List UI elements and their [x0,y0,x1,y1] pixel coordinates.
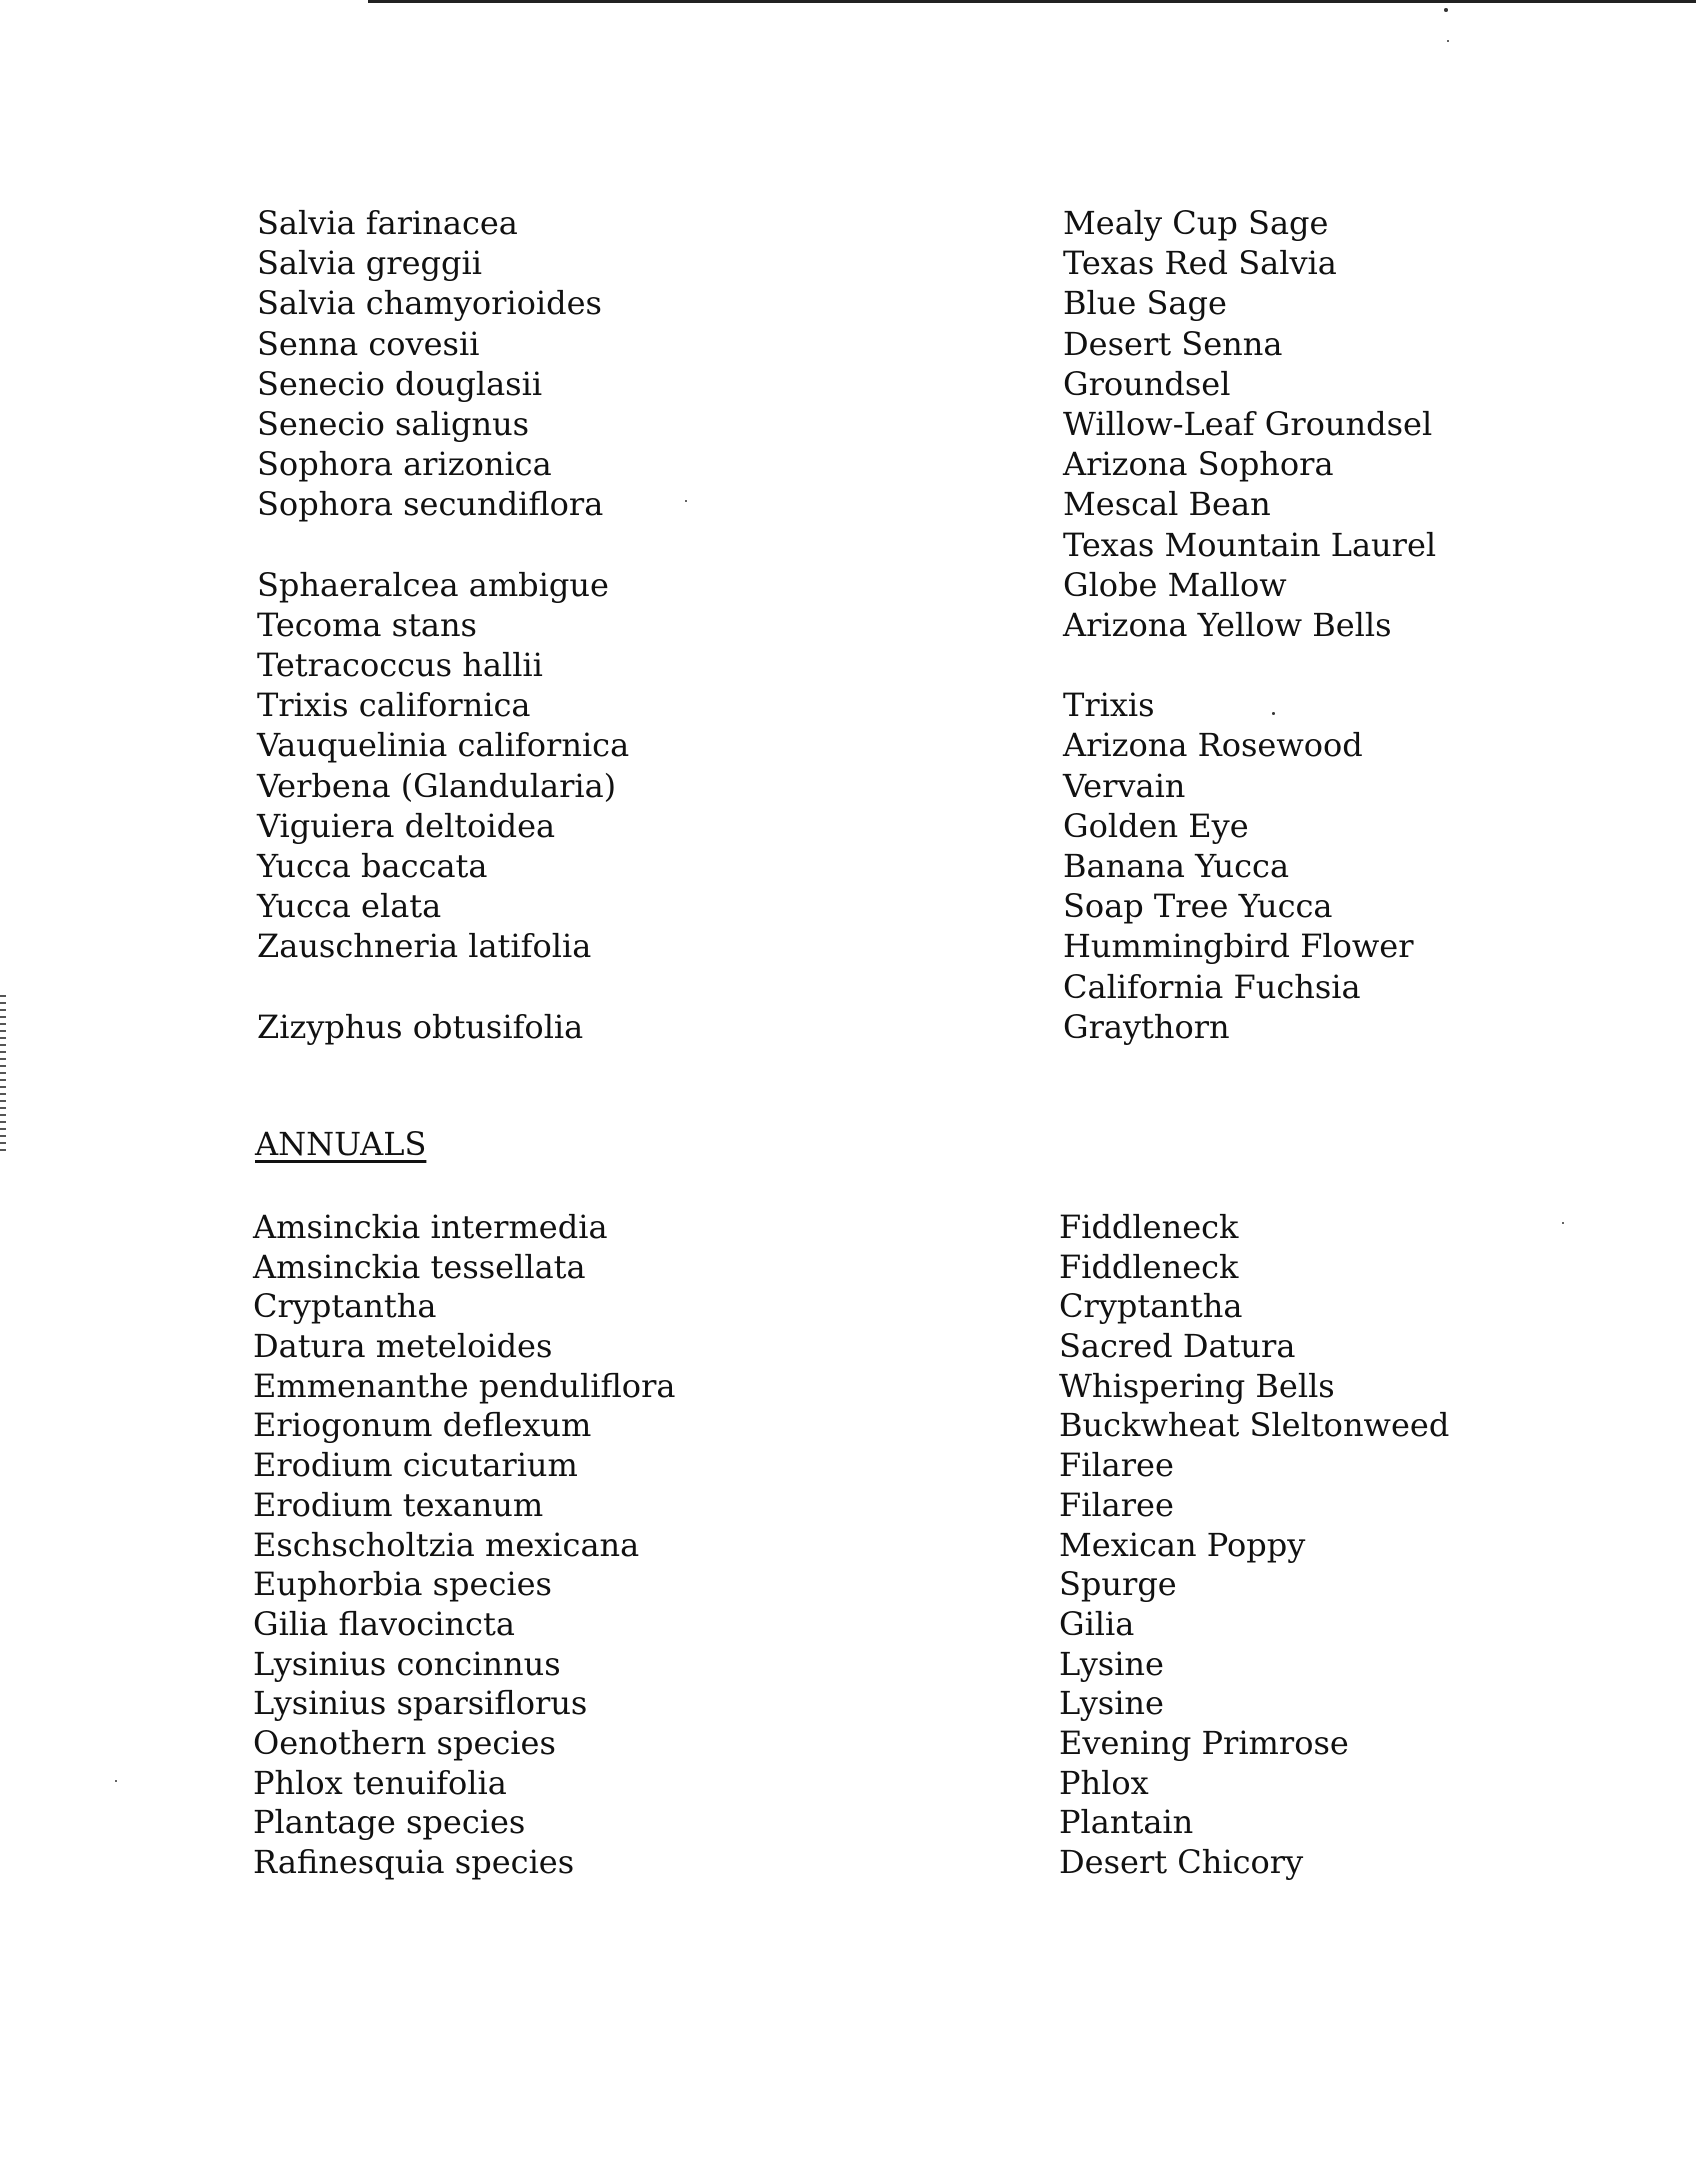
scan-speck [1447,40,1449,42]
scientific-name: Tecoma stans [257,605,477,644]
scientific-name: Senecio salignus [257,404,530,443]
common-name: Graythorn [1063,1007,1230,1046]
scientific-name: Emmenanthe penduliflora [253,1366,676,1405]
common-name: Trixis [1063,686,1155,725]
common-name: Lysine [1059,1644,1164,1683]
annuals-scientific-column [253,1208,675,1883]
scientific-name: Viguiera deltoidea [257,806,556,845]
scientific-name: Eriogonum deflexum [253,1406,592,1445]
scientific-name: Senecio douglasii [257,364,543,403]
common-name: Desert Senna [1063,324,1283,363]
common-name: Vervain [1063,766,1186,805]
common-name: Desert Chicory [1059,1843,1304,1881]
scientific-name: Cryptantha [253,1287,437,1326]
common-name: Arizona Yellow Bells [1063,605,1392,644]
common-name: Lysine [1059,1684,1164,1723]
scientific-name: Sophora arizonica [257,445,552,484]
common-name: Cryptantha [1059,1287,1243,1326]
scientific-name: Gilia flavocincta [253,1604,515,1643]
scientific-name: Vauquelinia californica [257,726,630,765]
common-name: Banana Yucca [1063,847,1290,885]
common-name: Arizona Rosewood [1063,726,1363,765]
scientific-name: Yucca elata [257,887,442,926]
scientific-name: Tetracoccus hallii [257,646,543,685]
scientific-name: Eschscholtzia mexicana [253,1525,640,1564]
perennials-common-column [1063,203,1436,1047]
common-name: Golden Eye [1063,806,1249,845]
scientific-name: Zizyphus obtusifolia [257,1007,584,1046]
scientific-name: Lysinius sparsiflorus [253,1684,588,1723]
scientific-name: Erodium texanum [253,1485,544,1524]
common-name: Texas Red Salvia [1063,244,1337,283]
scan-speck [115,1780,117,1782]
common-name: Mescal Bean [1063,485,1271,524]
perennials-scientific-column [257,203,629,1047]
scientific-name: Salvia chamyorioides [257,284,602,323]
scientific-name: Salvia greggii [257,244,482,283]
common-name: Fiddleneck [1059,1247,1239,1286]
common-name: Filaree [1059,1446,1174,1485]
scientific-name: Lysinius concinnus [253,1644,561,1683]
scientific-name: Datura meteloides [253,1327,553,1366]
scientific-name [257,525,629,565]
common-name: Whispering Bells [1059,1366,1335,1405]
scan-speck [685,500,687,502]
common-name [1063,645,1436,685]
common-name: California Fuchsia [1063,967,1361,1006]
scientific-name [257,967,629,1007]
scan-speck [1562,1222,1564,1224]
scientific-name: Oenothern species [253,1723,556,1762]
scientific-name: Verbena (Glandularia) [257,766,617,805]
common-name: Willow-Leaf Groundsel [1063,404,1433,443]
common-name: Globe Mallow [1063,565,1287,604]
scientific-name: Senna covesii [257,324,480,363]
common-name: Mealy Cup Sage [1063,204,1329,242]
common-name: Soap Tree Yucca [1063,887,1333,926]
scientific-name: Euphorbia species [253,1565,552,1604]
scientific-name: Amsinckia intermedia [253,1208,608,1246]
scan-top-edge-line [368,0,1696,3]
scientific-name: Erodium cicutarium [253,1446,578,1485]
scan-left-edge-artifact [0,995,6,1155]
common-name: Texas Mountain Laurel [1063,525,1437,564]
scientific-name: Trixis californica [257,686,531,725]
common-name: Evening Primrose [1059,1723,1349,1762]
scientific-name: Sphaeralcea ambigue [257,565,609,604]
common-name: Fiddleneck [1059,1208,1239,1246]
scan-speck [1444,8,1448,12]
common-name: Phlox [1059,1763,1149,1802]
common-name: Arizona Sophora [1063,445,1334,484]
scientific-name: Plantage species [253,1803,526,1842]
scientific-name: Salvia farinacea [257,204,518,242]
common-name: Groundsel [1063,364,1231,403]
scientific-name: Yucca baccata [257,847,488,885]
scientific-name: Zauschneria latifolia [257,927,592,966]
common-name: Hummingbird Flower [1063,927,1414,966]
scientific-name: Phlox tenuifolia [253,1763,507,1802]
common-name: Mexican Poppy [1059,1525,1306,1564]
common-name: Gilia [1059,1604,1135,1643]
common-name: Buckwheat Sleltonweed [1059,1406,1450,1445]
scientific-name: Rafinesquia species [253,1843,575,1881]
common-name: Blue Sage [1063,284,1227,323]
common-name: Sacred Datura [1059,1327,1296,1366]
scientific-name: Sophora secundiflora [257,485,604,524]
common-name: Filaree [1059,1485,1174,1524]
annuals-heading: ANNUALS [255,1125,427,1163]
common-name: Spurge [1059,1565,1177,1604]
scientific-name: Amsinckia tessellata [253,1247,586,1286]
common-name: Plantain [1059,1803,1194,1842]
annuals-common-column [1059,1208,1449,1883]
